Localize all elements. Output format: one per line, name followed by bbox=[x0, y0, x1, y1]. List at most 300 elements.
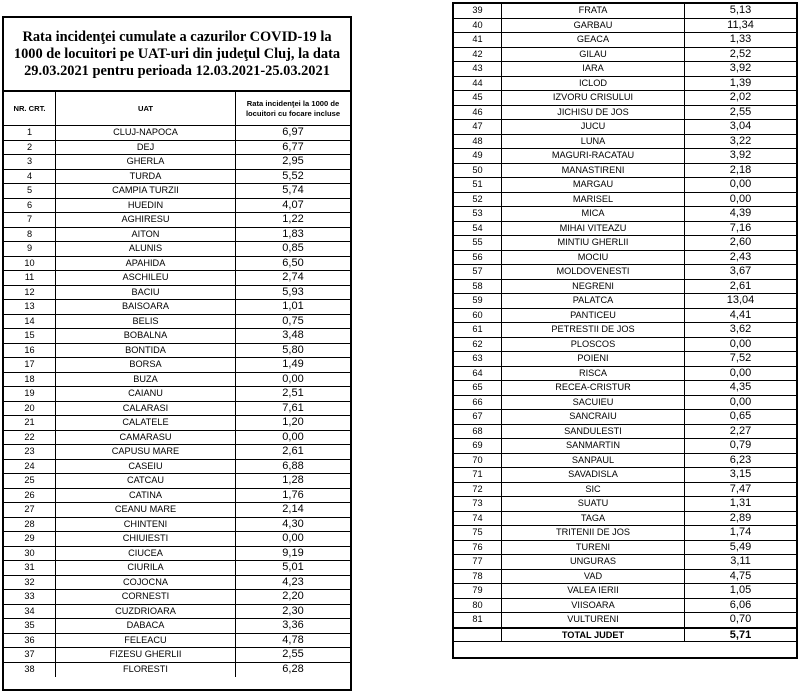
table-row bbox=[4, 634, 350, 649]
row-nr-cell: 13 bbox=[24, 301, 35, 311]
row-rate-cell: 0,00 bbox=[684, 193, 796, 207]
row-uat-cell: APAHIDA bbox=[55, 257, 235, 271]
table-row bbox=[4, 257, 350, 272]
row-rate-cell: 6,06 bbox=[684, 599, 796, 613]
row-nr-cell: 10 bbox=[24, 257, 35, 268]
row-rate-cell: 6,23 bbox=[684, 454, 796, 468]
row-nr-cell: 44 bbox=[472, 77, 483, 88]
row-nr-cell: 55 bbox=[472, 237, 483, 247]
row-nr-cell: 57 bbox=[472, 266, 483, 276]
table-row bbox=[454, 236, 796, 251]
row-uat-cell: GHERLA bbox=[55, 155, 235, 169]
row-rate-cell: 2,20 bbox=[235, 590, 350, 604]
row-nr-cell: 1 bbox=[26, 127, 33, 137]
row-rate-cell: 2,52 bbox=[684, 48, 796, 62]
row-rate-cell: 9,19 bbox=[235, 547, 350, 561]
row-rate-cell: 1,49 bbox=[235, 358, 350, 372]
row-nr-cell: 27 bbox=[24, 504, 35, 514]
total-label: TOTAL JUDET bbox=[501, 629, 684, 642]
row-nr-cell: 5 bbox=[26, 185, 33, 195]
left-table-body bbox=[4, 126, 350, 677]
row-rate-cell: 0,79 bbox=[684, 439, 796, 453]
row-nr-cell: 6 bbox=[26, 199, 33, 210]
table-row bbox=[4, 387, 350, 402]
row-uat-cell: SANCRAIU bbox=[501, 410, 684, 424]
row-nr-cell: 40 bbox=[472, 19, 483, 30]
row-rate-cell: 3,67 bbox=[684, 265, 796, 279]
row-nr-cell: 21 bbox=[24, 417, 35, 427]
row-rate-cell: 6,50 bbox=[235, 257, 350, 271]
row-nr-cell: 63 bbox=[472, 353, 483, 363]
table-row bbox=[4, 170, 350, 185]
row-nr-cell: 48 bbox=[472, 135, 483, 146]
table-row bbox=[454, 135, 796, 150]
table-row bbox=[4, 300, 350, 315]
row-nr-cell: 35 bbox=[24, 620, 35, 630]
table-row bbox=[4, 489, 350, 504]
row-uat-cell: HUEDIN bbox=[55, 199, 235, 213]
row-nr-cell: 81 bbox=[472, 614, 483, 624]
row-uat-cell: AGHIRESU bbox=[55, 213, 235, 227]
row-nr-cell: 56 bbox=[472, 251, 483, 262]
row-uat-cell: VAD bbox=[501, 570, 684, 584]
row-nr-cell: 33 bbox=[24, 591, 35, 601]
row-nr-cell: 64 bbox=[472, 367, 483, 378]
row-nr-cell: 20 bbox=[24, 402, 35, 413]
row-uat-cell: BELIS bbox=[55, 315, 235, 329]
row-uat-cell: MARISEL bbox=[501, 193, 684, 207]
row-uat-cell: CIUCEA bbox=[55, 547, 235, 561]
row-uat-cell: FRATA bbox=[501, 4, 684, 18]
row-rate-cell: 1,20 bbox=[235, 416, 350, 430]
table-row bbox=[454, 555, 796, 570]
row-nr-cell: 41 bbox=[472, 34, 483, 44]
table-row bbox=[454, 106, 796, 121]
table-row bbox=[4, 460, 350, 475]
row-rate-cell: 1,28 bbox=[235, 474, 350, 488]
row-rate-cell: 0,65 bbox=[684, 410, 796, 424]
table-title: Rata incidenţei cumulate a cazurilor COVID-19 la 1000 de locuitori pe UAT-uri din judeţul Cluj, la data 29.03.2021 pentru perioada 12.03.2021-25.03.2021 bbox=[4, 18, 350, 92]
row-uat-cell: BORSA bbox=[55, 358, 235, 372]
table-row bbox=[454, 280, 796, 295]
row-nr-cell: 80 bbox=[472, 599, 483, 610]
row-nr-cell: 14 bbox=[24, 315, 35, 326]
row-uat-cell: PLOSCOS bbox=[501, 338, 684, 352]
table-row bbox=[454, 19, 796, 34]
row-nr-cell: 15 bbox=[24, 330, 35, 340]
row-uat-cell: CAMPIA TURZII bbox=[55, 184, 235, 198]
table-row bbox=[4, 184, 350, 199]
row-nr-cell: 53 bbox=[472, 208, 483, 218]
row-nr-cell: 75 bbox=[472, 527, 483, 537]
row-rate-cell: 2,43 bbox=[684, 251, 796, 265]
row-uat-cell: CHIUIESTI bbox=[55, 532, 235, 546]
table-row bbox=[454, 599, 796, 614]
table-row bbox=[454, 62, 796, 77]
table-row bbox=[4, 416, 350, 431]
total-nr-cell bbox=[454, 629, 501, 642]
row-uat-cell: FLORESTI bbox=[55, 663, 235, 678]
table-row bbox=[454, 309, 796, 324]
row-rate-cell: 1,05 bbox=[684, 584, 796, 598]
row-uat-cell: BONTIDA bbox=[55, 344, 235, 358]
row-nr-cell: 62 bbox=[472, 338, 483, 349]
row-nr-cell: 65 bbox=[472, 382, 483, 392]
row-uat-cell: FELEACU bbox=[55, 634, 235, 648]
row-nr-cell: 59 bbox=[472, 295, 483, 305]
row-uat-cell: POIENI bbox=[501, 352, 684, 366]
row-nr-cell: 31 bbox=[24, 562, 35, 572]
row-rate-cell: 4,23 bbox=[235, 576, 350, 590]
row-rate-cell: 6,77 bbox=[235, 141, 350, 155]
row-uat-cell: IZVORU CRISULUI bbox=[501, 91, 684, 105]
right-table-body bbox=[454, 4, 796, 628]
row-rate-cell: 7,16 bbox=[684, 222, 796, 236]
row-nr-cell: 66 bbox=[472, 396, 483, 407]
table-row bbox=[454, 570, 796, 585]
row-rate-cell: 3,04 bbox=[684, 120, 796, 134]
row-nr-cell: 32 bbox=[24, 576, 35, 587]
row-rate-cell: 7,52 bbox=[684, 352, 796, 366]
table-row bbox=[4, 532, 350, 547]
row-uat-cell: SUATU bbox=[501, 497, 684, 511]
table-row bbox=[4, 286, 350, 301]
row-uat-cell: MAGURI-RACATAU bbox=[501, 149, 684, 163]
row-uat-cell: CALATELE bbox=[55, 416, 235, 430]
row-uat-cell: JUCU bbox=[501, 120, 684, 134]
row-uat-cell: ICLOD bbox=[501, 77, 684, 91]
row-uat-cell: MINTIU GHERLII bbox=[501, 236, 684, 250]
table-row bbox=[454, 294, 796, 309]
table-row bbox=[454, 483, 796, 498]
row-uat-cell: ALUNIS bbox=[55, 242, 235, 256]
table-row bbox=[4, 648, 350, 663]
row-nr-cell: 38 bbox=[24, 663, 35, 674]
row-nr-cell: 72 bbox=[472, 483, 483, 494]
row-rate-cell: 0,00 bbox=[684, 178, 796, 192]
row-uat-cell: TURDA bbox=[55, 170, 235, 184]
row-nr-cell: 50 bbox=[472, 164, 483, 175]
table-row bbox=[4, 619, 350, 634]
table-row bbox=[454, 454, 796, 469]
row-rate-cell: 5,01 bbox=[235, 561, 350, 575]
row-rate-cell: 2,55 bbox=[235, 648, 350, 662]
row-rate-cell: 2,95 bbox=[235, 155, 350, 169]
row-nr-cell: 29 bbox=[24, 533, 35, 543]
row-nr-cell: 70 bbox=[472, 454, 483, 465]
row-uat-cell: CEANU MARE bbox=[55, 503, 235, 517]
table-row bbox=[4, 141, 350, 156]
row-nr-cell: 17 bbox=[24, 359, 35, 369]
table-row bbox=[4, 358, 350, 373]
row-uat-cell: TAGA bbox=[501, 512, 684, 526]
row-uat-cell: PALATCA bbox=[501, 294, 684, 308]
table-row bbox=[454, 352, 796, 367]
row-nr-cell: 2 bbox=[26, 141, 33, 152]
table-row bbox=[4, 242, 350, 257]
row-rate-cell: 0,85 bbox=[235, 242, 350, 256]
row-rate-cell: 1,76 bbox=[235, 489, 350, 503]
row-nr-cell: 43 bbox=[472, 63, 483, 73]
row-rate-cell: 4,39 bbox=[684, 207, 796, 221]
row-nr-cell: 71 bbox=[472, 469, 483, 479]
row-uat-cell: NEGRENI bbox=[501, 280, 684, 294]
row-uat-cell: UNGURAS bbox=[501, 555, 684, 569]
row-rate-cell: 5,52 bbox=[235, 170, 350, 184]
row-rate-cell: 4,35 bbox=[684, 381, 796, 395]
row-rate-cell: 1,01 bbox=[235, 300, 350, 314]
row-nr-cell: 78 bbox=[472, 570, 483, 581]
row-rate-cell: 0,75 bbox=[235, 315, 350, 329]
row-nr-cell: 19 bbox=[24, 388, 35, 398]
table-row bbox=[4, 431, 350, 446]
row-nr-cell: 73 bbox=[472, 498, 483, 508]
row-rate-cell: 5,13 bbox=[684, 4, 796, 18]
table-row bbox=[454, 323, 796, 338]
row-uat-cell: GILAU bbox=[501, 48, 684, 62]
row-uat-cell: BACIU bbox=[55, 286, 235, 300]
row-uat-cell: CLUJ-NAPOCA bbox=[55, 126, 235, 140]
row-rate-cell: 2,61 bbox=[684, 280, 796, 294]
row-rate-cell: 4,78 bbox=[235, 634, 350, 648]
row-nr-cell: 8 bbox=[26, 228, 33, 239]
row-rate-cell: 4,30 bbox=[235, 518, 350, 532]
row-rate-cell: 3,36 bbox=[235, 619, 350, 633]
table-row bbox=[4, 518, 350, 533]
table-row bbox=[4, 605, 350, 620]
table-row bbox=[454, 222, 796, 237]
row-uat-cell: TURENI bbox=[501, 541, 684, 555]
row-uat-cell: TRITENII DE JOS bbox=[501, 526, 684, 540]
row-uat-cell: GARBAU bbox=[501, 19, 684, 33]
row-uat-cell: VIISOARA bbox=[501, 599, 684, 613]
row-nr-cell: 39 bbox=[472, 5, 483, 15]
row-rate-cell: 0,00 bbox=[684, 338, 796, 352]
row-rate-cell: 2,30 bbox=[235, 605, 350, 619]
row-uat-cell: CAMARASU bbox=[55, 431, 235, 445]
row-rate-cell: 11,34 bbox=[684, 19, 796, 33]
row-nr-cell: 45 bbox=[472, 92, 483, 102]
row-uat-cell: SACUIEU bbox=[501, 396, 684, 410]
row-rate-cell: 2,89 bbox=[684, 512, 796, 526]
table-row bbox=[454, 526, 796, 541]
table-row bbox=[454, 164, 796, 179]
table-row bbox=[4, 402, 350, 417]
row-uat-cell: MIHAI VITEAZU bbox=[501, 222, 684, 236]
row-nr-cell: 47 bbox=[472, 121, 483, 131]
row-uat-cell: BOBALNA bbox=[55, 329, 235, 343]
row-rate-cell: 3,11 bbox=[684, 555, 796, 569]
row-nr-cell: 67 bbox=[472, 411, 483, 421]
row-rate-cell: 3,92 bbox=[684, 62, 796, 76]
row-nr-cell: 26 bbox=[24, 489, 35, 500]
row-nr-cell: 61 bbox=[472, 324, 483, 334]
row-nr-cell: 58 bbox=[472, 280, 483, 291]
row-nr-cell: 7 bbox=[26, 214, 33, 224]
total-rate: 5,71 bbox=[684, 629, 796, 642]
row-uat-cell: CALARASI bbox=[55, 402, 235, 416]
row-uat-cell: GEACA bbox=[501, 33, 684, 47]
row-rate-cell: 2,51 bbox=[235, 387, 350, 401]
table-row bbox=[454, 425, 796, 440]
row-uat-cell: SIC bbox=[501, 483, 684, 497]
row-rate-cell: 0,00 bbox=[684, 396, 796, 410]
table-row bbox=[454, 77, 796, 92]
table-row bbox=[4, 228, 350, 243]
row-uat-cell: AITON bbox=[55, 228, 235, 242]
row-rate-cell: 3,92 bbox=[684, 149, 796, 163]
row-rate-cell: 1,39 bbox=[684, 77, 796, 91]
row-rate-cell: 2,74 bbox=[235, 271, 350, 285]
row-rate-cell: 0,00 bbox=[684, 367, 796, 381]
table-row bbox=[454, 207, 796, 222]
row-rate-cell: 6,28 bbox=[235, 663, 350, 678]
row-nr-cell: 69 bbox=[472, 440, 483, 450]
table-row bbox=[454, 584, 796, 599]
row-nr-cell: 18 bbox=[24, 373, 35, 384]
table-row bbox=[454, 251, 796, 266]
row-nr-cell: 68 bbox=[472, 425, 483, 436]
row-nr-cell: 11 bbox=[24, 272, 35, 282]
row-uat-cell: BUZA bbox=[55, 373, 235, 387]
row-rate-cell: 2,61 bbox=[235, 445, 350, 459]
row-nr-cell: 54 bbox=[472, 222, 483, 233]
row-uat-cell: MOLDOVENESTI bbox=[501, 265, 684, 279]
table-row bbox=[454, 33, 796, 48]
header-uat: UAT bbox=[55, 92, 235, 125]
row-uat-cell: MARGAU bbox=[501, 178, 684, 192]
row-nr-cell: 49 bbox=[472, 150, 483, 160]
table-row bbox=[454, 120, 796, 135]
row-rate-cell: 1,74 bbox=[684, 526, 796, 540]
row-rate-cell: 1,22 bbox=[235, 213, 350, 227]
row-rate-cell: 13,04 bbox=[684, 294, 796, 308]
row-uat-cell: CORNESTI bbox=[55, 590, 235, 604]
row-uat-cell: FIZESU GHERLII bbox=[55, 648, 235, 662]
row-rate-cell: 4,07 bbox=[235, 199, 350, 213]
row-uat-cell: DEJ bbox=[55, 141, 235, 155]
row-nr-cell: 79 bbox=[472, 585, 483, 595]
table-row bbox=[454, 512, 796, 527]
row-uat-cell: SANPAUL bbox=[501, 454, 684, 468]
right-table bbox=[452, 2, 798, 659]
table-row bbox=[4, 126, 350, 141]
table-row bbox=[454, 338, 796, 353]
row-rate-cell: 3,62 bbox=[684, 323, 796, 337]
table-row bbox=[4, 329, 350, 344]
row-nr-cell: 4 bbox=[26, 170, 33, 181]
row-uat-cell: BAISOARA bbox=[55, 300, 235, 314]
table-row bbox=[454, 439, 796, 454]
row-nr-cell: 60 bbox=[472, 309, 483, 320]
table-row bbox=[4, 474, 350, 489]
table-row bbox=[4, 561, 350, 576]
table-row bbox=[454, 541, 796, 556]
row-uat-cell: SANMARTIN bbox=[501, 439, 684, 453]
header-nr-crt: NR. CRT. bbox=[13, 103, 46, 113]
table-row bbox=[454, 410, 796, 425]
row-rate-cell: 7,61 bbox=[235, 402, 350, 416]
row-rate-cell: 2,02 bbox=[684, 91, 796, 105]
row-rate-cell: 2,18 bbox=[684, 164, 796, 178]
row-uat-cell: CIURILA bbox=[55, 561, 235, 575]
row-nr-cell: 9 bbox=[26, 243, 33, 253]
row-nr-cell: 36 bbox=[24, 634, 35, 645]
row-uat-cell: PANTICEU bbox=[501, 309, 684, 323]
row-rate-cell: 3,48 bbox=[235, 329, 350, 343]
row-uat-cell: CAPUSU MARE bbox=[55, 445, 235, 459]
row-rate-cell: 1,31 bbox=[684, 497, 796, 511]
row-rate-cell: 0,70 bbox=[684, 613, 796, 627]
table-row bbox=[454, 4, 796, 19]
table-row bbox=[4, 663, 350, 678]
row-rate-cell: 1,33 bbox=[684, 33, 796, 47]
table-row bbox=[4, 576, 350, 591]
row-uat-cell: CATINA bbox=[55, 489, 235, 503]
row-nr-cell: 74 bbox=[472, 512, 483, 523]
table-row bbox=[454, 193, 796, 208]
table-row bbox=[454, 613, 796, 628]
row-nr-cell: 3 bbox=[26, 156, 33, 166]
row-nr-cell: 16 bbox=[24, 344, 35, 355]
row-rate-cell: 0,00 bbox=[235, 431, 350, 445]
table-row bbox=[454, 149, 796, 164]
table-row bbox=[4, 373, 350, 388]
table-row bbox=[4, 547, 350, 562]
row-rate-cell: 1,83 bbox=[235, 228, 350, 242]
row-nr-cell: 22 bbox=[24, 431, 35, 442]
row-rate-cell: 3,15 bbox=[684, 468, 796, 482]
row-rate-cell: 4,41 bbox=[684, 309, 796, 323]
row-rate-cell: 4,75 bbox=[684, 570, 796, 584]
row-rate-cell: 2,60 bbox=[684, 236, 796, 250]
row-rate-cell: 5,80 bbox=[235, 344, 350, 358]
row-rate-cell: 2,55 bbox=[684, 106, 796, 120]
row-nr-cell: 51 bbox=[472, 179, 483, 189]
table-row bbox=[4, 503, 350, 518]
row-uat-cell: MICA bbox=[501, 207, 684, 221]
row-nr-cell: 46 bbox=[472, 106, 483, 117]
row-nr-cell: 37 bbox=[24, 649, 35, 659]
table-row bbox=[454, 265, 796, 280]
row-nr-cell: 28 bbox=[24, 518, 35, 529]
row-rate-cell: 5,49 bbox=[684, 541, 796, 555]
table-row bbox=[4, 213, 350, 228]
table-row bbox=[454, 91, 796, 106]
table-row bbox=[4, 155, 350, 170]
table-row bbox=[4, 271, 350, 286]
row-nr-cell: 34 bbox=[24, 605, 35, 616]
row-uat-cell: VULTURENI bbox=[501, 613, 684, 627]
row-rate-cell: 6,88 bbox=[235, 460, 350, 474]
table-row bbox=[4, 445, 350, 460]
table-row bbox=[4, 199, 350, 214]
row-uat-cell: MOCIU bbox=[501, 251, 684, 265]
row-nr-cell: 30 bbox=[24, 547, 35, 558]
row-uat-cell: CATCAU bbox=[55, 474, 235, 488]
table-row bbox=[454, 396, 796, 411]
row-nr-cell: 42 bbox=[472, 48, 483, 59]
row-rate-cell: 7,47 bbox=[684, 483, 796, 497]
row-uat-cell: CUZDRIOARA bbox=[55, 605, 235, 619]
row-uat-cell: CHINTENI bbox=[55, 518, 235, 532]
table-row bbox=[454, 468, 796, 483]
header-rate: Rata incidenţei la 1000 de locuitori cu focare incluse bbox=[235, 92, 350, 125]
row-uat-cell: CASEIU bbox=[55, 460, 235, 474]
table-row bbox=[454, 381, 796, 396]
left-table bbox=[2, 16, 352, 691]
row-nr-cell: 23 bbox=[24, 446, 35, 456]
